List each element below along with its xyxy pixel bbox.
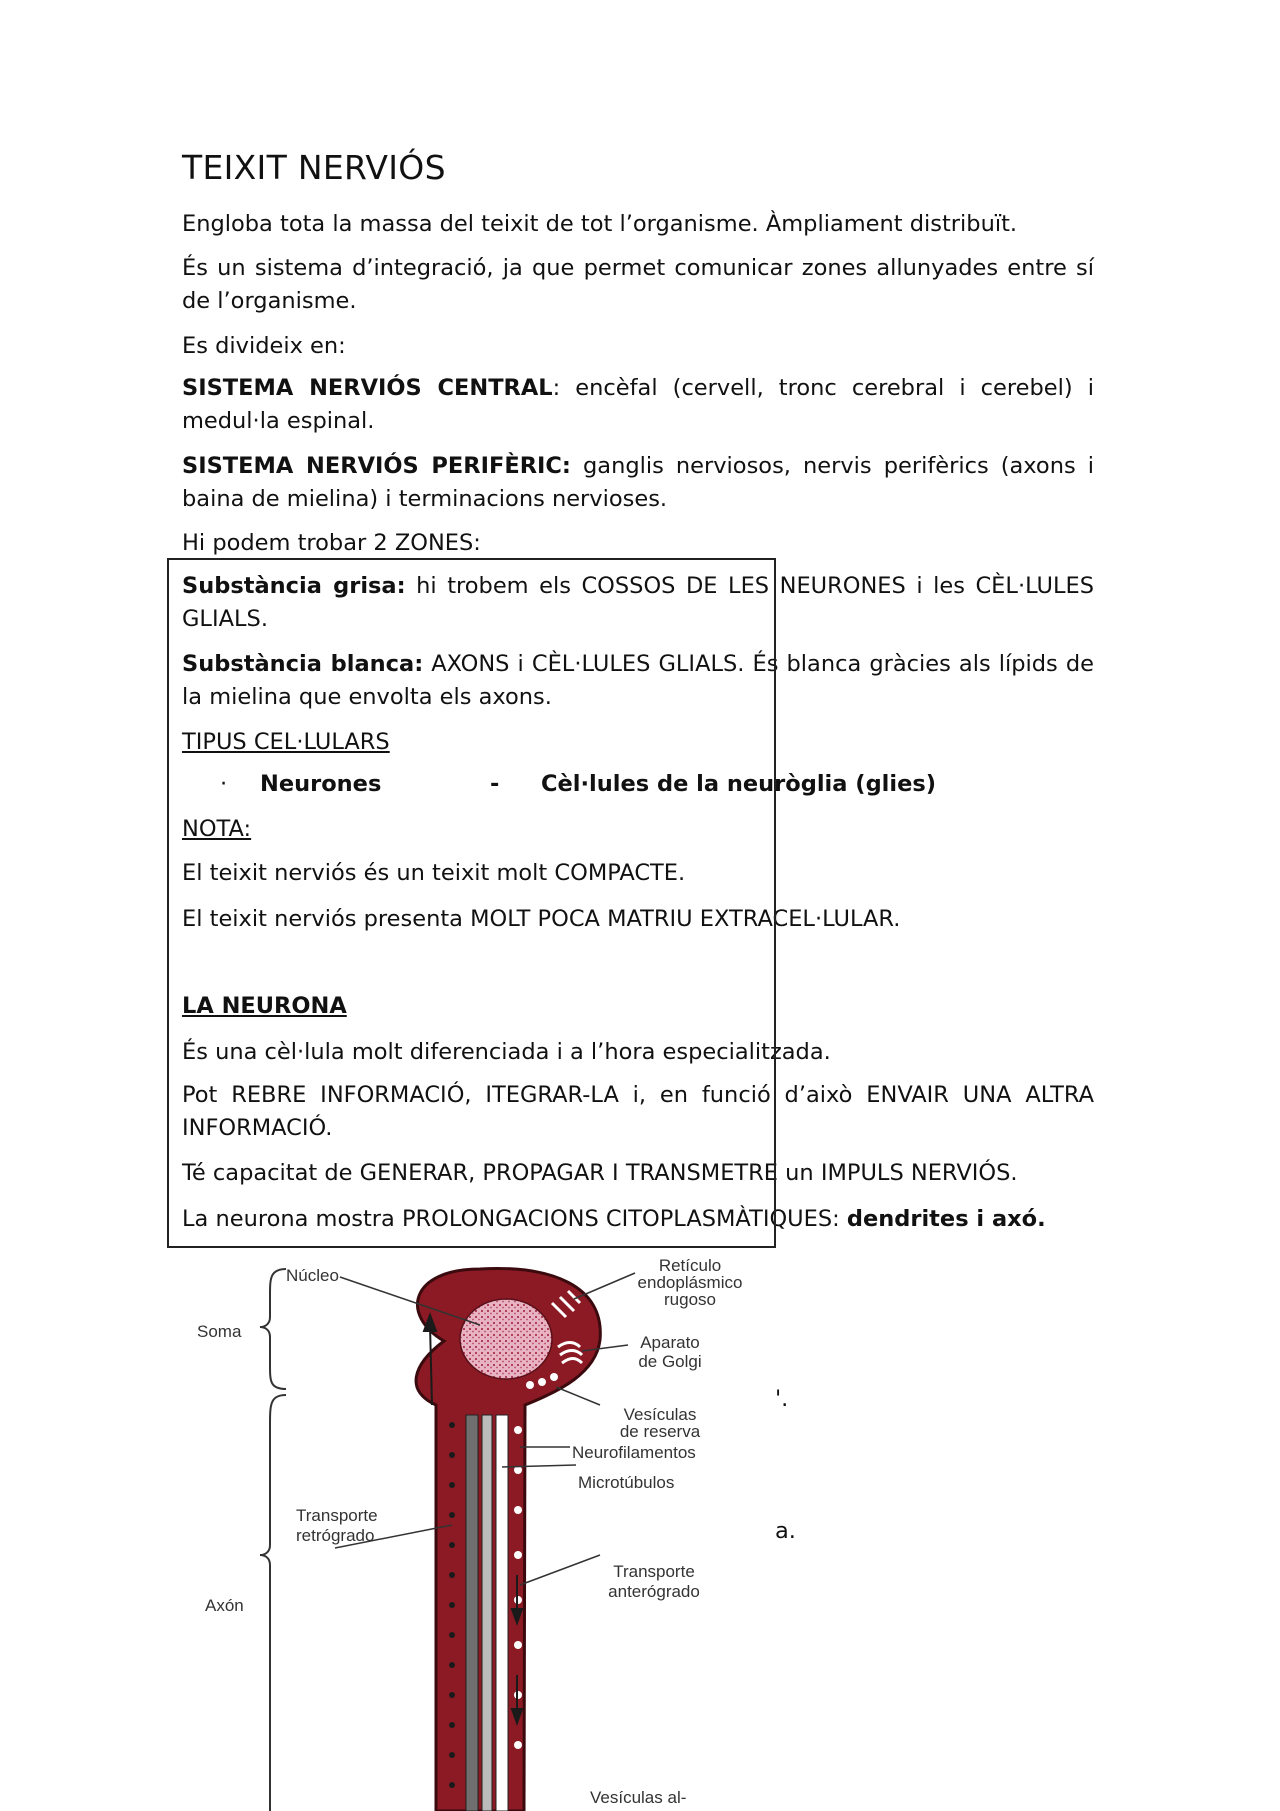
label-neurofilamentos: Neurofilamentos [572,1443,696,1462]
grey-matter-text: hi trobem els COSSOS DE LES NEURONES i les CÈL·LULES GLIALS. [182,573,1095,632]
white-matter-text: AXONS i CÈL·LULES GLIALS. És blanca gràcies als lípids de la mielina que envolta els axons. [182,651,1094,710]
label-reticulo-2: endoplásmico [637,1273,743,1292]
page-title: TEIXIT NERVIÓS [182,148,446,187]
snp-label: SISTEMA NERVIÓS PERIFÈRIC: [182,453,571,479]
note-compact: El teixit nerviós és un teixit molt COMPACTE. [182,860,686,886]
note-heading: NOTA: [182,816,252,842]
dash-separator: - [490,771,500,797]
label-vesiculas-1: Vesículas [623,1405,697,1424]
label-soma: Soma [197,1322,242,1341]
snp-paragraph [182,450,1094,516]
label-reticulo-3: rugoso [664,1290,716,1309]
label-anterogrado-1: Transporte [613,1562,695,1581]
hidden-text-fragment-1: '. [775,1386,789,1412]
neurons-item: Neurones [260,771,382,797]
neurofilament-1 [466,1415,478,1811]
label-retrogrado-2: retrógrado [296,1526,375,1545]
label-microtubulos: Microtúbulos [578,1473,675,1492]
bullet-point: · [220,771,228,797]
white-matter-label: Substància blanca: [182,651,424,677]
integration-paragraph: És un sistema d’integració, ja que permet comunicar zones allunyades entre sí de l’organisme. [182,255,1094,314]
label-retrogrado-1: Transporte [296,1506,378,1525]
snc-text: : encèfal (cervell, tronc cerebral i cerebel) i medul·la espinal. [182,375,1094,434]
neuron-impulse: Té capacitat de GENERAR, PROPAGAR I TRANSMETRE un IMPULS NERVIÓS. [182,1160,1018,1186]
prolongations-bold: dendrites i axó. [846,1206,1046,1232]
label-golgi-1: Aparato [640,1333,700,1352]
neuron-function: Pot REBRE INFORMACIÓ, ITEGRAR-LA i, en funció d’això ENVAIR UNA ALTRA INFORMACIÓ. [182,1082,1094,1141]
neuron-heading: LA NEURONA [182,993,347,1019]
intro-paragraph: Engloba tota la massa del teixit de tot l’organisme. Àmpliament distribuït. [182,211,1018,237]
neuron-diagram-svg [180,1255,780,1811]
label-reticulo-1: Retículo [658,1256,722,1275]
neuroglia-item: Cèl·lules de la neuròglia (glies) [541,771,937,797]
neuron-diagram [180,1255,780,1811]
white-matter-paragraph [182,648,1094,714]
label-vesiculas-al: Vesículas al- [590,1788,687,1807]
label-nucleo: Núcleo [286,1266,339,1285]
grey-matter-label: Substància grisa: [182,573,406,599]
cell-types-heading: TIPUS CEL·LULARS [182,729,390,755]
zones-intro: Hi podem trobar 2 ZONES: [182,530,481,556]
label-anterogrado-2: anterógrado [608,1582,700,1601]
label-axon: Axón [205,1596,244,1615]
label-vesiculas-2: de reserva [619,1422,701,1441]
snc-label: SISTEMA NERVIÓS CENTRAL [182,375,553,401]
divisions-intro: Es divideix en: [182,333,346,359]
label-golgi-2: de Golgi [638,1352,702,1371]
snp-text: ganglis nerviosos, nervis perifèrics (axons i baina de mielina) i terminacions nervioses. [182,453,1094,512]
microtubule [496,1415,508,1811]
note-matrix: El teixit nerviós presenta MOLT POCA MATRIU EXTRACEL·LULAR. [182,906,901,932]
nucleus-shape [460,1299,552,1379]
hidden-text-fragment-2: a. [775,1518,796,1544]
soma-brace [260,1269,286,1389]
snc-paragraph [182,372,1094,438]
grey-matter-paragraph [182,570,1094,636]
neuron-prolongations [182,1203,1094,1236]
neuron-definition: És una cèl·lula molt diferenciada i a l’hora especialitzada. [182,1039,831,1065]
neurofilament-2 [482,1415,492,1811]
axon-brace [260,1395,286,1811]
prolongations-text: La neurona mostra PROLONGACIONS CITOPLASMÀTIQUES: [182,1206,847,1232]
